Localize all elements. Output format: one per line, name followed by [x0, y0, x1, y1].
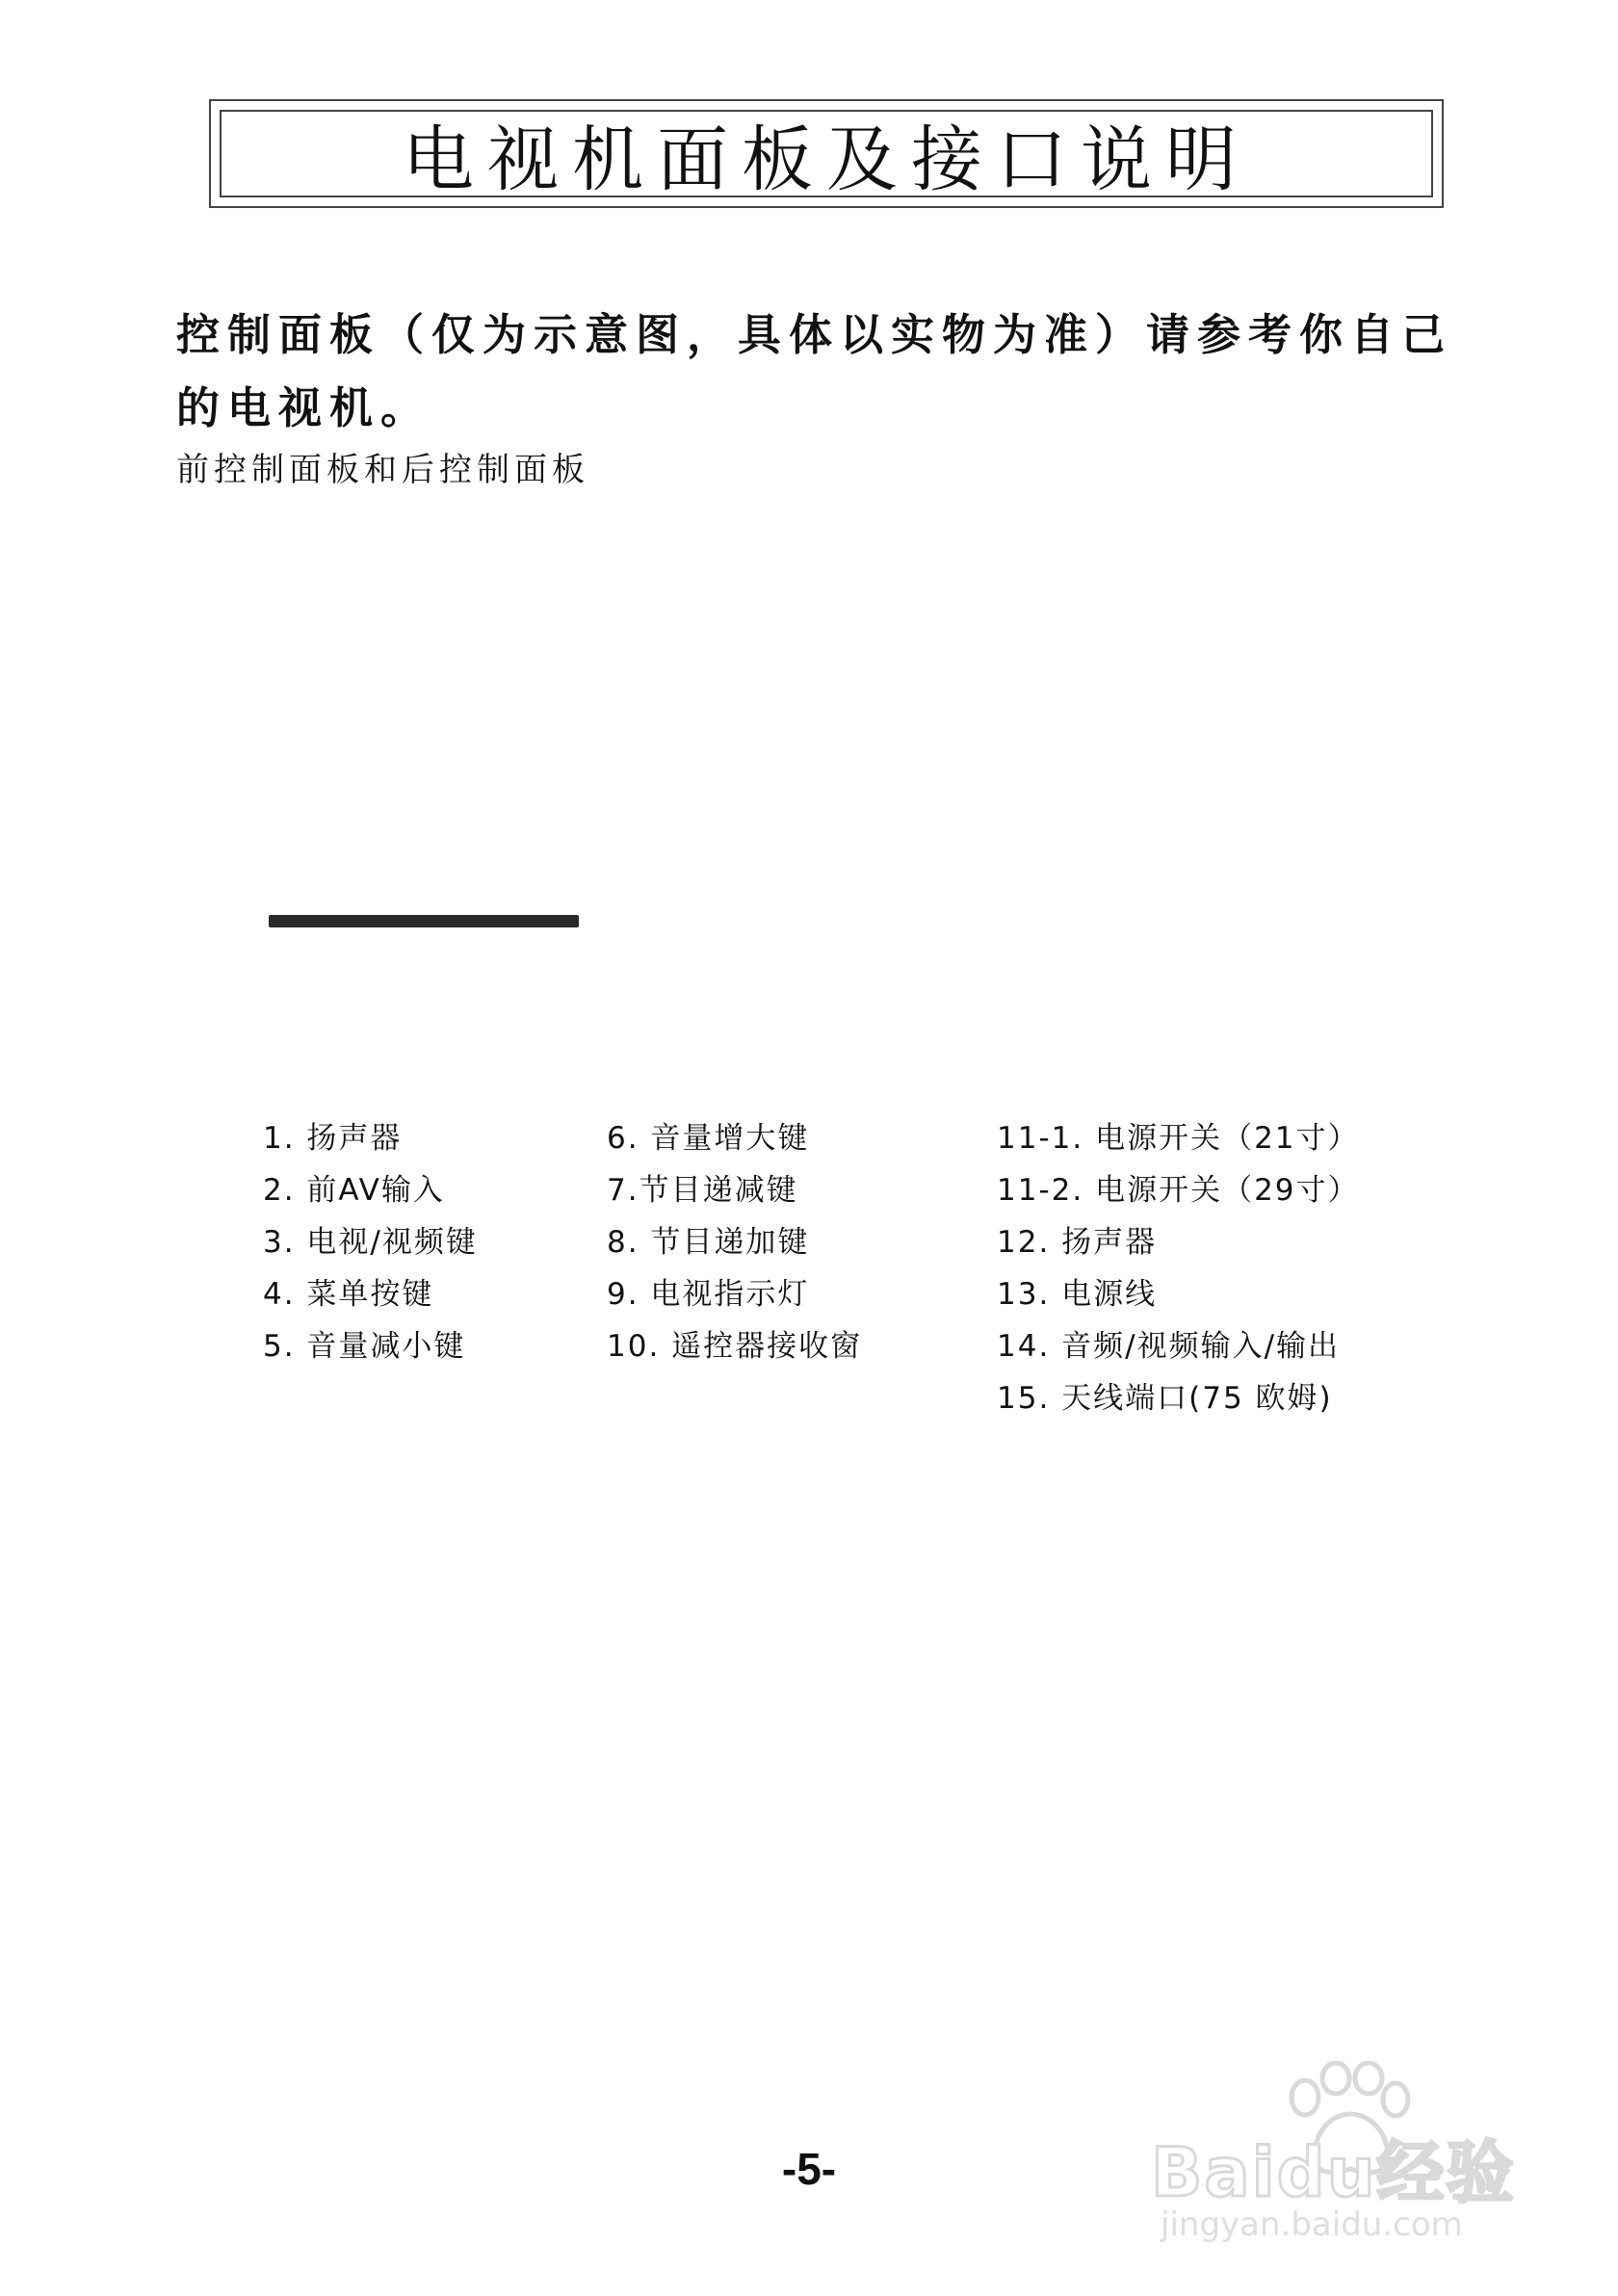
watermark-url: jingyan.baidu.com: [1161, 2205, 1463, 2244]
legend-item: 14. 音频/视频输入/输出: [997, 1329, 1341, 1364]
legend-item: 15. 天线端口(75 欧姆): [997, 1381, 1333, 1416]
watermark-logo-text: Baidu经验: [1151, 2133, 1516, 2212]
legend-item: 3. 电视/视频键: [263, 1225, 478, 1260]
legend-item: 7.节目递减键: [607, 1173, 798, 1208]
legend-column-2: [607, 1112, 862, 1372]
legend-column-3: [997, 1112, 1360, 1424]
legend-item: 6. 音量增大键: [607, 1121, 810, 1156]
intro-paragraph: 控制面板（仅为示意图，具体以实物为准）请参考你自己的电视机。: [176, 309, 1453, 433]
legend-item: 9. 电视指示灯: [607, 1277, 810, 1312]
legend-item: 11-2. 电源开关（29寸）: [997, 1173, 1360, 1208]
legend-item: 13. 电源线: [997, 1277, 1158, 1312]
legend-item: 2. 前AV输入: [263, 1173, 445, 1208]
legend-item: 8. 节目递加键: [607, 1225, 810, 1260]
title-frame: [209, 99, 1444, 208]
legend-item: 11-1. 电源开关（21寸）: [997, 1121, 1360, 1156]
legend-item: 10. 遥控器接收窗: [607, 1329, 863, 1364]
page-number: -5-: [781, 2144, 837, 2194]
tv-panel-illustration: [269, 915, 579, 927]
legend-item: 1. 扬声器: [263, 1121, 403, 1156]
baidu-watermark: [1151, 2061, 1536, 2244]
section-subheading: 前控制面板和后控制面板: [176, 451, 589, 489]
legend-item: 12. 扬声器: [997, 1225, 1158, 1260]
legend-item: 4. 菜单按键: [263, 1277, 434, 1312]
title-inner-frame: [220, 110, 1433, 201]
legend-column-1: [263, 1112, 478, 1372]
legend-item: 5. 音量减小键: [263, 1329, 466, 1364]
page-title: 电视机面板及接口说明: [403, 117, 1250, 201]
